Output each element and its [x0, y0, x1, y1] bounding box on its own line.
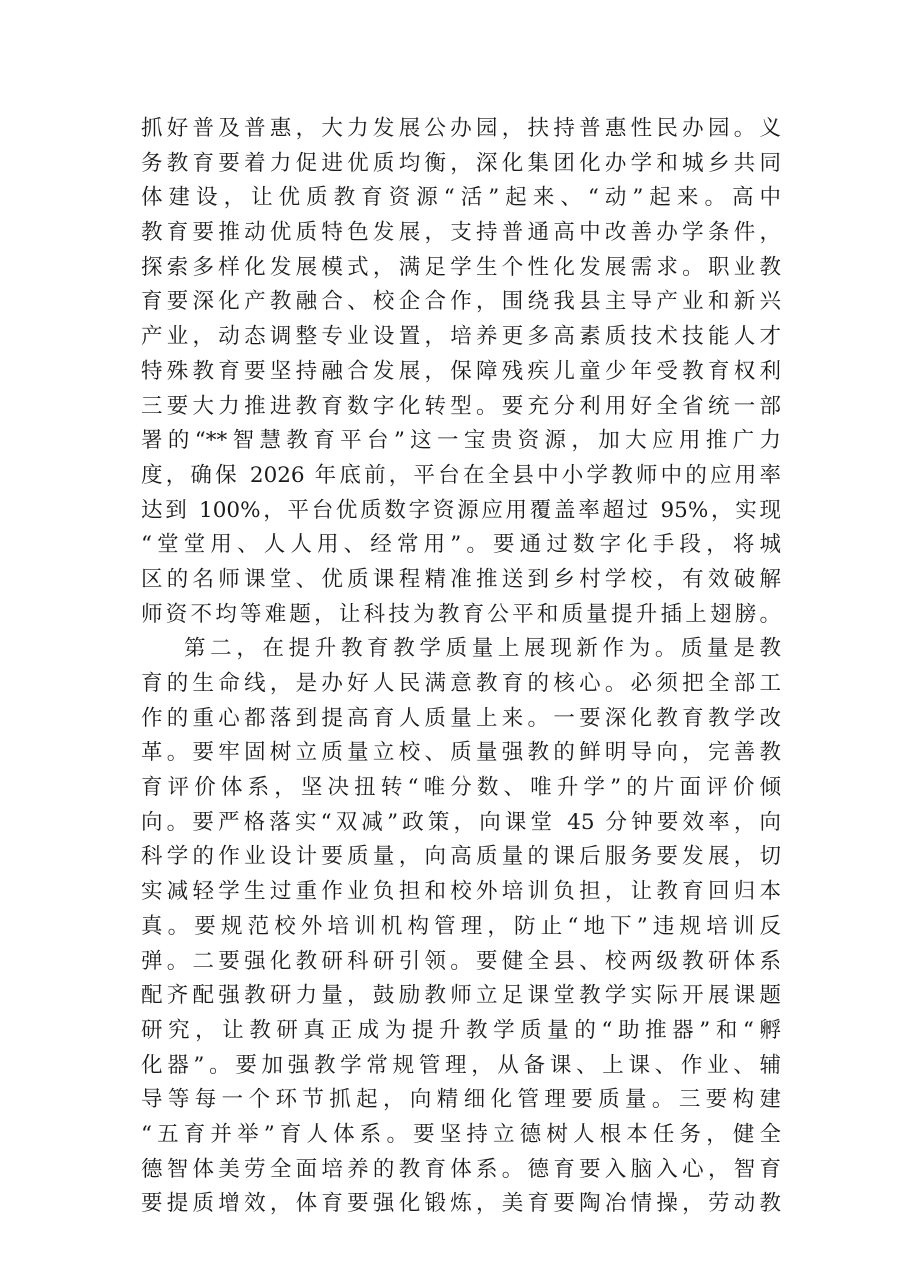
text-line: 区的名师课堂、优质课程精准推送到乡村学校，有效破解	[141, 566, 781, 592]
text-line: 度，确保 2026 年底前，平台在全县中小学教师中的应用率	[141, 462, 781, 488]
text-line: 署的“**智慧教育平台”这一宝贵资源，加大应用推广力	[141, 428, 781, 454]
text-line: 化器”。要加强教学常规管理，从备课、上课、作业、辅	[141, 1052, 781, 1078]
text-line: 育评价体系，坚决扭转“唯分数、唯升学”的片面评价倾	[141, 775, 781, 801]
text-line: 配齐配强教研力量，鼓励教师立足课堂教学实际开展课题	[141, 983, 781, 1009]
text-line: 育要深化产教融合、校企合作，围绕我县主导产业和新兴	[141, 289, 781, 315]
text-line: 教育要推动优质特色发展，支持普通高中改善办学条件，	[141, 220, 781, 246]
text-line: “堂堂用、人人用、经常用”。要通过数字化手段，将城	[141, 532, 781, 558]
text-line: 三要大力推进教育数字化转型。要充分利用好全省统一部	[141, 393, 781, 419]
text-line: 作的重心都落到提高育人质量上来。一要深化教育教学改	[141, 705, 781, 731]
text-line: 弹。二要强化教研科研引领。要健全县、校两级教研体系	[141, 948, 781, 974]
text-line: 实减轻学生过重作业负担和校外培训负担，让教育回归本	[141, 879, 781, 905]
text-line: 德智体美劳全面培养的教育体系。德育要入脑入心，智育	[141, 1156, 781, 1182]
text-line: 产业，动态调整专业设置，培养更多高素质技术技能人才	[141, 324, 781, 350]
text-line: 务教育要着力促进优质均衡，深化集团化办学和城乡共同	[141, 150, 781, 176]
text-line: 特殊教育要坚持融合发展，保障残疾儿童少年受教育权利	[141, 358, 781, 384]
text-line: 导等每一个环节抓起，向精细化管理要质量。三要构建	[141, 1087, 781, 1113]
text-line: 革。要牢固树立质量立校、质量强教的鲜明导向，完善教	[141, 740, 781, 766]
text-line: 抓好普及普惠，大力发展公办园，扶持普惠性民办园。义	[141, 116, 781, 141]
paragraph-start-line: 第二，在提升教育教学质量上展现新作为。质量是教	[184, 636, 781, 662]
text-line: 真。要规范校外培训机构管理，防止“地下”违规培训反	[141, 913, 781, 939]
text-line: 要提质增效，体育要强化锻炼，美育要陶冶情操，劳动教	[141, 1191, 781, 1217]
text-line: 育的生命线，是办好人民满意教育的核心。必须把全部工	[141, 671, 781, 696]
text-line: “五育并举”育人体系。要坚持立德树人根本任务，健全	[141, 1121, 781, 1147]
text-line: 科学的作业设计要质量，向高质量的课后服务要发展，切	[141, 844, 781, 870]
text-line: 探索多样化发展模式，满足学生个性化发展需求。职业教	[141, 254, 781, 280]
text-line: 师资不均等难题，让科技为教育公平和质量提升插上翅膀。	[141, 601, 781, 627]
text-line: 研究，让教研真正成为提升教学质量的“助推器”和“孵	[141, 1017, 781, 1043]
text-line: 体建设，让优质教育资源“活”起来、“动”起来。高中	[141, 185, 781, 211]
text-line: 达到 100%，平台优质数字资源应用覆盖率超过 95%，实现	[141, 497, 781, 523]
body-text	[141, 112, 781, 1222]
text-line: 向。要严格落实“双减”政策，向课堂 45 分钟要效率，向	[141, 809, 781, 835]
